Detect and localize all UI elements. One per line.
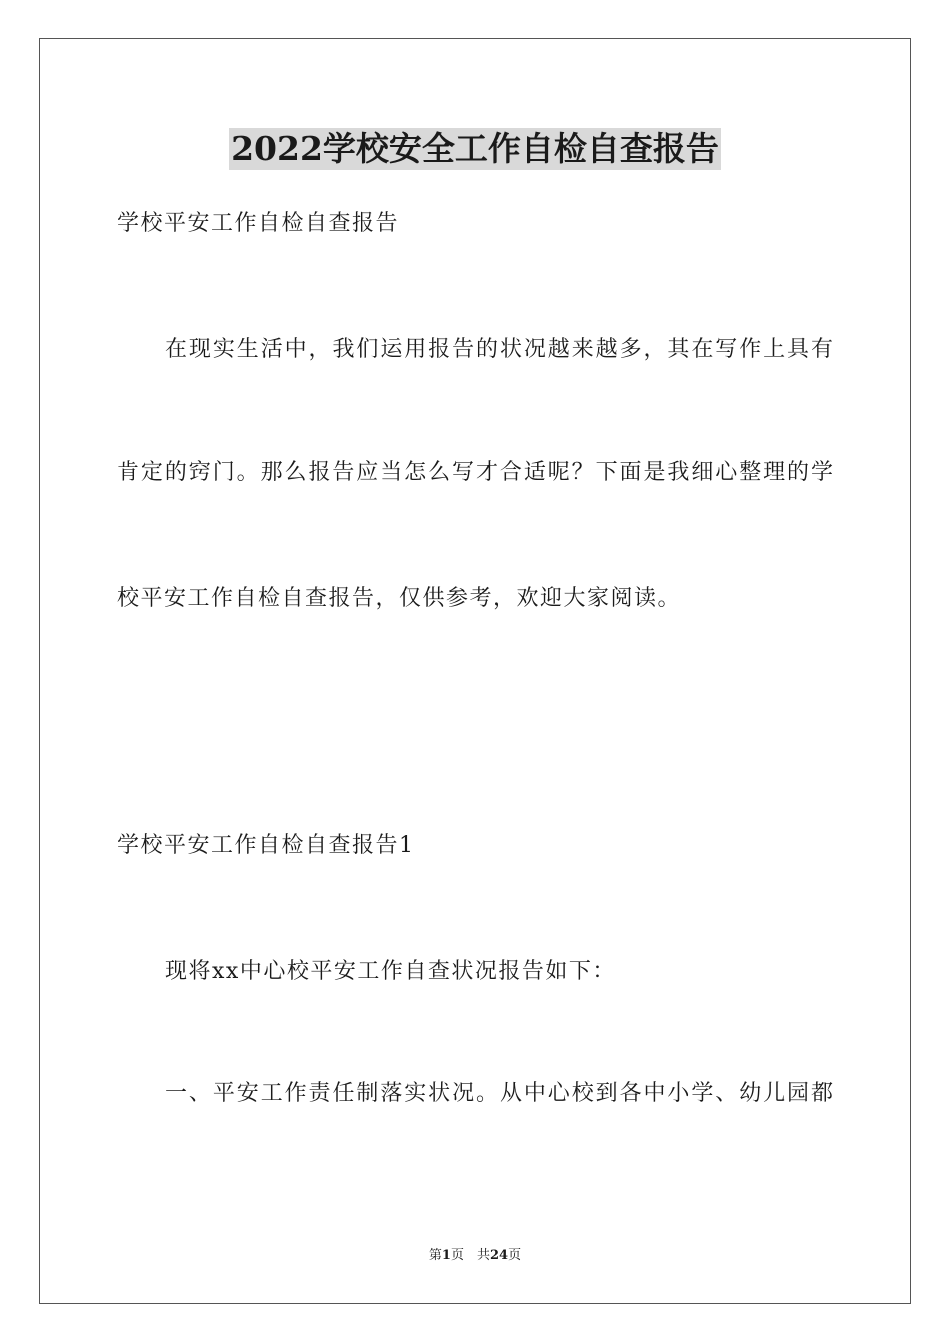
page-total: 24 — [489, 1248, 509, 1263]
page-mid: 页 共 — [450, 1248, 490, 1263]
page-footer — [0, 1247, 950, 1265]
section-1-paragraph-2-line-1: 一、平安工作责任制落实状况。从中心校到各中小学、幼儿园都 — [165, 1081, 833, 1106]
page-current: 1 — [441, 1248, 451, 1263]
document-title-text: 2022学校安全工作自检自查报告 — [231, 129, 719, 168]
intro-line-1: 在现实生活中，我们运用报告的状况越来越多，其在写作上具有 — [165, 337, 833, 362]
page-suffix: 页 — [508, 1248, 522, 1263]
intro-line-3: 校平安工作自检自查报告，仅供参考，欢迎大家阅读。 — [117, 586, 682, 611]
section-1-paragraph-1: 现将xx中心校平安工作自查状况报告如下： — [165, 959, 616, 984]
document-title — [0, 128, 950, 170]
document-subtitle: 学校平安工作自检自查报告 — [117, 211, 400, 236]
section-1-heading: 学校平安工作自检自查报告1 — [117, 833, 415, 858]
page-prefix: 第 — [428, 1248, 442, 1263]
intro-line-2: 肯定的窍门。那么报告应当怎么写才合适呢？下面是我细心整理的学 — [117, 460, 833, 485]
